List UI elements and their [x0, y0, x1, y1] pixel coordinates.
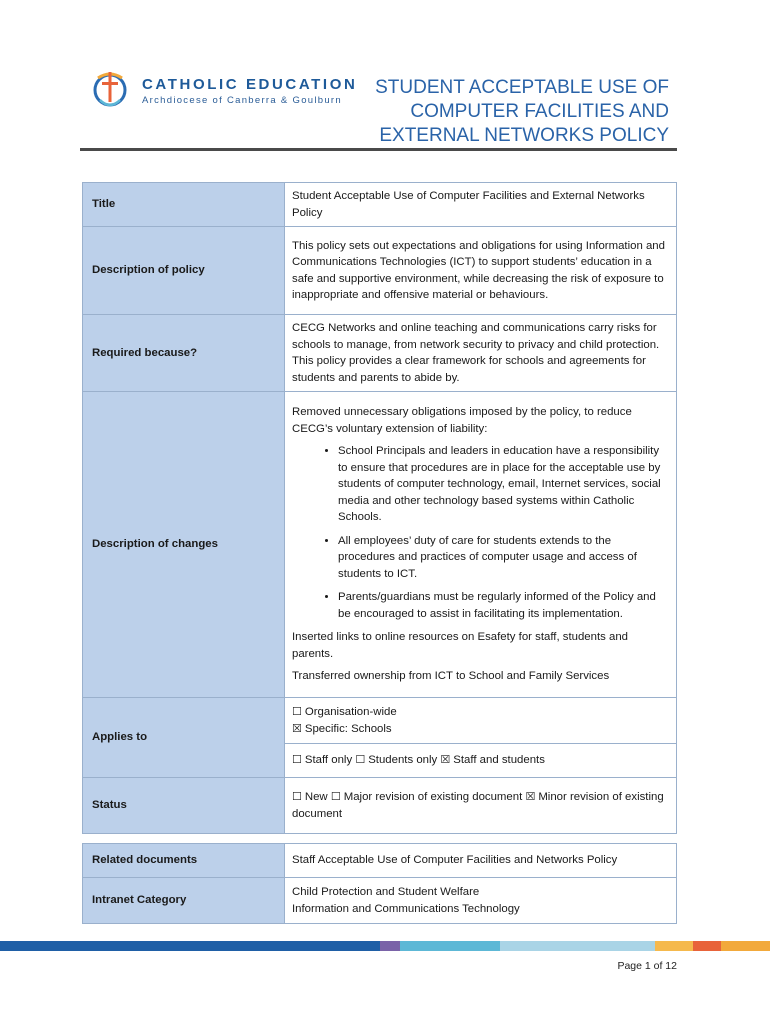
- table-row: [83, 698, 677, 744]
- row-value-intranet: [285, 878, 677, 924]
- changes-inserted: Inserted links to online resources on Esafety for staff, students and parents.: [292, 631, 629, 660]
- checkbox-unchecked-icon[interactable]: ☐: [330, 790, 341, 803]
- table-row: [83, 183, 677, 227]
- table-row: [83, 778, 677, 834]
- checkbox-checked-icon[interactable]: ☒: [440, 753, 451, 767]
- header-divider: [80, 148, 677, 151]
- checkbox-unchecked-icon[interactable]: ☐: [292, 753, 302, 767]
- bar-segment: [0, 941, 380, 951]
- table-row: [83, 392, 677, 698]
- bar-segment: [655, 941, 693, 951]
- row-label-changes: Description of changes: [83, 392, 285, 698]
- list-item: • All employees’ duty of care for students extends to the procedures and practices of computer usage and access of students to ICT.: [338, 533, 669, 583]
- row-value-required: CECG Networks and online teaching and communications carry risks for schools to manage, from network security to privacy and child protection. This policy provides a clear framework for schools and agreements for students and parents to abide by.: [285, 315, 677, 392]
- option-staff-and-students: Staff and students: [453, 754, 545, 767]
- bar-segment: [380, 941, 400, 951]
- row-label-applies: Applies to: [83, 698, 285, 778]
- page-header: [80, 62, 677, 152]
- option-organisation-wide[interactable]: [292, 704, 669, 721]
- row-label-related: Related documents: [83, 844, 285, 878]
- row-label-status: Status: [83, 778, 285, 834]
- list-item: • Parents/guardians must be regularly informed of the Policy and be encouraged to assist in facilitating its implementation.: [338, 589, 669, 622]
- organisation-name: CATHOLIC EDUCATION: [142, 76, 358, 93]
- status-new: New: [304, 791, 328, 803]
- checkbox-checked-icon[interactable]: ☒: [525, 790, 536, 803]
- status-major: Major revision of existing document: [343, 791, 523, 803]
- footer-colour-bar: [0, 941, 770, 951]
- row-label-intranet: Intranet Category: [83, 878, 285, 924]
- row-value-title: Student Acceptable Use of Computer Facilities and External Networks Policy: [285, 183, 677, 227]
- list-item: • School Principals and leaders in education have a responsibility to ensure that procedures are in place for the acceptable use by students of computer technology, email, Internet services, social media and other technology based systems within Catholic Schools.: [338, 443, 669, 526]
- checkbox-unchecked-icon[interactable]: ☐: [292, 790, 302, 803]
- policy-details-table: [82, 182, 677, 834]
- row-value-description: This policy sets out expectations and obligations for using Information and Communications Technologies (ICT) to support students’ education in a safe and supportive environment, while decreasing the risk of exposure to inappropriate and offensive material or behaviours.: [285, 227, 677, 315]
- checkbox-unchecked-icon[interactable]: ☐: [292, 705, 302, 718]
- intranet-category-1: Child Protection and Student Welfare: [292, 886, 480, 898]
- option-label: Organisation-wide: [304, 706, 397, 718]
- bar-segment: [400, 941, 500, 951]
- table-row: [83, 844, 677, 878]
- intranet-category-2: Information and Communications Technology: [292, 902, 520, 915]
- row-label-required: Required because?: [83, 315, 285, 392]
- catholic-education-logo-icon: [90, 66, 130, 112]
- organisation-logo: [90, 66, 360, 116]
- row-label-description: Description of policy: [83, 227, 285, 315]
- row-value-applies-scope: [285, 698, 677, 744]
- changes-transferred: Transferred ownership from ICT to School and Family Services: [292, 670, 610, 683]
- option-specific-schools[interactable]: [292, 721, 669, 738]
- bar-segment: [721, 941, 770, 951]
- related-info-table: [82, 843, 677, 924]
- status-minor: Minor revision of existing document: [292, 791, 664, 820]
- row-label-title: Title: [83, 183, 285, 227]
- row-value-applies-audience: [285, 744, 677, 778]
- row-value-changes: [285, 392, 677, 698]
- table-row: [83, 227, 677, 315]
- checkbox-unchecked-icon[interactable]: ☐: [355, 753, 366, 767]
- document-title: STUDENT ACCEPTABLE USE OF COMPUTER FACILITIES AND EXTERNAL NETWORKS POLICY: [375, 77, 669, 146]
- checkbox-checked-icon[interactable]: ☒: [292, 721, 302, 735]
- bar-segment: [693, 941, 721, 951]
- option-staff-only: Staff only: [304, 754, 353, 767]
- row-value-related[interactable]: Staff Acceptable Use of Computer Facilities and Networks Policy: [285, 844, 677, 878]
- changes-list: [292, 443, 669, 622]
- bar-segment: [500, 941, 655, 951]
- row-value-status: [285, 778, 677, 834]
- option-label: Specific: Schools: [304, 722, 392, 735]
- page-number: Page 1 of 12: [617, 960, 677, 972]
- changes-intro: Removed unnecessary obligations imposed by the policy, to reduce CECG’s voluntary extension of liability:: [292, 406, 632, 435]
- option-students-only: Students only: [368, 754, 438, 767]
- table-row: [83, 315, 677, 392]
- organisation-subtitle: Archdiocese of Canberra & Goulburn: [142, 95, 342, 106]
- table-row: [83, 878, 677, 924]
